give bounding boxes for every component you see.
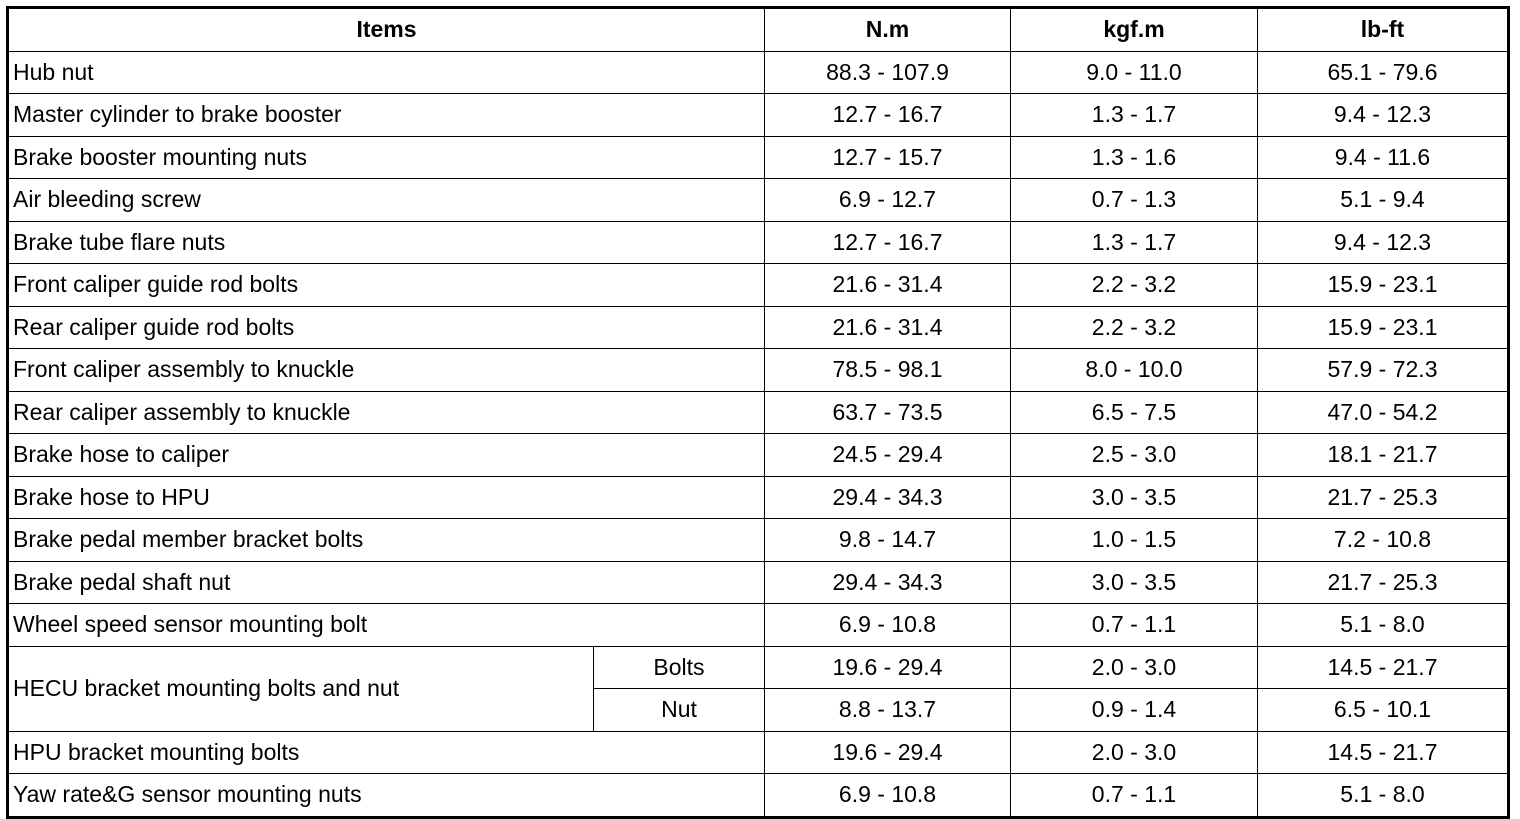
sub-item-cell: Nut bbox=[594, 689, 765, 732]
item-cell: Brake pedal shaft nut bbox=[8, 561, 765, 604]
item-cell: Master cylinder to brake booster bbox=[8, 94, 765, 137]
lbft-cell: 7.2 - 10.8 bbox=[1258, 519, 1509, 562]
lbft-cell: 6.5 - 10.1 bbox=[1258, 689, 1509, 732]
kgfm-cell: 0.9 - 1.4 bbox=[1011, 689, 1258, 732]
item-cell: Rear caliper assembly to knuckle bbox=[8, 391, 765, 434]
nm-cell: 12.7 - 16.7 bbox=[765, 94, 1011, 137]
lbft-cell: 14.5 - 21.7 bbox=[1258, 646, 1509, 689]
table-header bbox=[8, 8, 1509, 52]
nm-cell: 29.4 - 34.3 bbox=[765, 561, 1011, 604]
kgfm-cell: 1.0 - 1.5 bbox=[1011, 519, 1258, 562]
header-row bbox=[8, 8, 1509, 52]
nm-cell: 21.6 - 31.4 bbox=[765, 264, 1011, 307]
item-cell: Rear caliper guide rod bolts bbox=[8, 306, 765, 349]
header-kgfm: kgf.m bbox=[1011, 8, 1258, 52]
table-row-hecu-bolts bbox=[8, 646, 1509, 689]
table-row bbox=[8, 136, 1509, 179]
nm-cell: 6.9 - 12.7 bbox=[765, 179, 1011, 222]
item-cell: Brake hose to HPU bbox=[8, 476, 765, 519]
nm-cell: 19.6 - 29.4 bbox=[765, 731, 1011, 774]
item-cell: Front caliper guide rod bolts bbox=[8, 264, 765, 307]
lbft-cell: 15.9 - 23.1 bbox=[1258, 306, 1509, 349]
lbft-cell: 21.7 - 25.3 bbox=[1258, 476, 1509, 519]
item-cell: HPU bracket mounting bolts bbox=[8, 731, 765, 774]
nm-cell: 21.6 - 31.4 bbox=[765, 306, 1011, 349]
nm-cell: 12.7 - 16.7 bbox=[765, 221, 1011, 264]
lbft-cell: 5.1 - 9.4 bbox=[1258, 179, 1509, 222]
lbft-cell: 57.9 - 72.3 bbox=[1258, 349, 1509, 392]
nm-cell: 19.6 - 29.4 bbox=[765, 646, 1011, 689]
kgfm-cell: 0.7 - 1.1 bbox=[1011, 774, 1258, 818]
kgfm-cell: 3.0 - 3.5 bbox=[1011, 476, 1258, 519]
item-cell: Front caliper assembly to knuckle bbox=[8, 349, 765, 392]
kgfm-cell: 6.5 - 7.5 bbox=[1011, 391, 1258, 434]
lbft-cell: 65.1 - 79.6 bbox=[1258, 51, 1509, 94]
table-row bbox=[8, 179, 1509, 222]
lbft-cell: 21.7 - 25.3 bbox=[1258, 561, 1509, 604]
kgfm-cell: 9.0 - 11.0 bbox=[1011, 51, 1258, 94]
lbft-cell: 18.1 - 21.7 bbox=[1258, 434, 1509, 477]
table-row bbox=[8, 349, 1509, 392]
table-row bbox=[8, 434, 1509, 477]
table-row bbox=[8, 391, 1509, 434]
kgfm-cell: 8.0 - 10.0 bbox=[1011, 349, 1258, 392]
kgfm-cell: 1.3 - 1.7 bbox=[1011, 94, 1258, 137]
item-cell: Brake booster mounting nuts bbox=[8, 136, 765, 179]
nm-cell: 8.8 - 13.7 bbox=[765, 689, 1011, 732]
lbft-cell: 47.0 - 54.2 bbox=[1258, 391, 1509, 434]
nm-cell: 9.8 - 14.7 bbox=[765, 519, 1011, 562]
table-row bbox=[8, 604, 1509, 647]
table-row bbox=[8, 306, 1509, 349]
kgfm-cell: 2.2 - 3.2 bbox=[1011, 306, 1258, 349]
kgfm-cell: 2.5 - 3.0 bbox=[1011, 434, 1258, 477]
nm-cell: 6.9 - 10.8 bbox=[765, 774, 1011, 818]
kgfm-cell: 2.0 - 3.0 bbox=[1011, 646, 1258, 689]
nm-cell: 12.7 - 15.7 bbox=[765, 136, 1011, 179]
item-cell: Brake pedal member bracket bolts bbox=[8, 519, 765, 562]
item-cell: Hub nut bbox=[8, 51, 765, 94]
lbft-cell: 14.5 - 21.7 bbox=[1258, 731, 1509, 774]
lbft-cell: 9.4 - 11.6 bbox=[1258, 136, 1509, 179]
item-cell: Brake hose to caliper bbox=[8, 434, 765, 477]
item-cell: Wheel speed sensor mounting bolt bbox=[8, 604, 765, 647]
kgfm-cell: 0.7 - 1.3 bbox=[1011, 179, 1258, 222]
lbft-cell: 9.4 - 12.3 bbox=[1258, 94, 1509, 137]
kgfm-cell: 2.0 - 3.0 bbox=[1011, 731, 1258, 774]
kgfm-cell: 1.3 - 1.6 bbox=[1011, 136, 1258, 179]
kgfm-cell: 2.2 - 3.2 bbox=[1011, 264, 1258, 307]
nm-cell: 63.7 - 73.5 bbox=[765, 391, 1011, 434]
item-cell: Air bleeding screw bbox=[8, 179, 765, 222]
kgfm-cell: 3.0 - 3.5 bbox=[1011, 561, 1258, 604]
table-row bbox=[8, 51, 1509, 94]
table-row bbox=[8, 774, 1509, 818]
hecu-item-cell: HECU bracket mounting bolts and nut bbox=[8, 646, 594, 731]
lbft-cell: 5.1 - 8.0 bbox=[1258, 604, 1509, 647]
nm-cell: 29.4 - 34.3 bbox=[765, 476, 1011, 519]
nm-cell: 88.3 - 107.9 bbox=[765, 51, 1011, 94]
header-items: Items bbox=[8, 8, 765, 52]
kgfm-cell: 0.7 - 1.1 bbox=[1011, 604, 1258, 647]
table-body bbox=[8, 51, 1509, 817]
table-row bbox=[8, 476, 1509, 519]
item-cell: Brake tube flare nuts bbox=[8, 221, 765, 264]
lbft-cell: 15.9 - 23.1 bbox=[1258, 264, 1509, 307]
table-row bbox=[8, 94, 1509, 137]
lbft-cell: 5.1 - 8.0 bbox=[1258, 774, 1509, 818]
header-lbft: lb-ft bbox=[1258, 8, 1509, 52]
torque-spec-table bbox=[6, 6, 1510, 819]
table-row bbox=[8, 221, 1509, 264]
nm-cell: 78.5 - 98.1 bbox=[765, 349, 1011, 392]
table-row bbox=[8, 561, 1509, 604]
lbft-cell: 9.4 - 12.3 bbox=[1258, 221, 1509, 264]
table-row bbox=[8, 519, 1509, 562]
header-nm: N.m bbox=[765, 8, 1011, 52]
nm-cell: 24.5 - 29.4 bbox=[765, 434, 1011, 477]
nm-cell: 6.9 - 10.8 bbox=[765, 604, 1011, 647]
table-row bbox=[8, 731, 1509, 774]
table-row bbox=[8, 264, 1509, 307]
kgfm-cell: 1.3 - 1.7 bbox=[1011, 221, 1258, 264]
sub-item-cell: Bolts bbox=[594, 646, 765, 689]
item-cell: Yaw rate&G sensor mounting nuts bbox=[8, 774, 765, 818]
